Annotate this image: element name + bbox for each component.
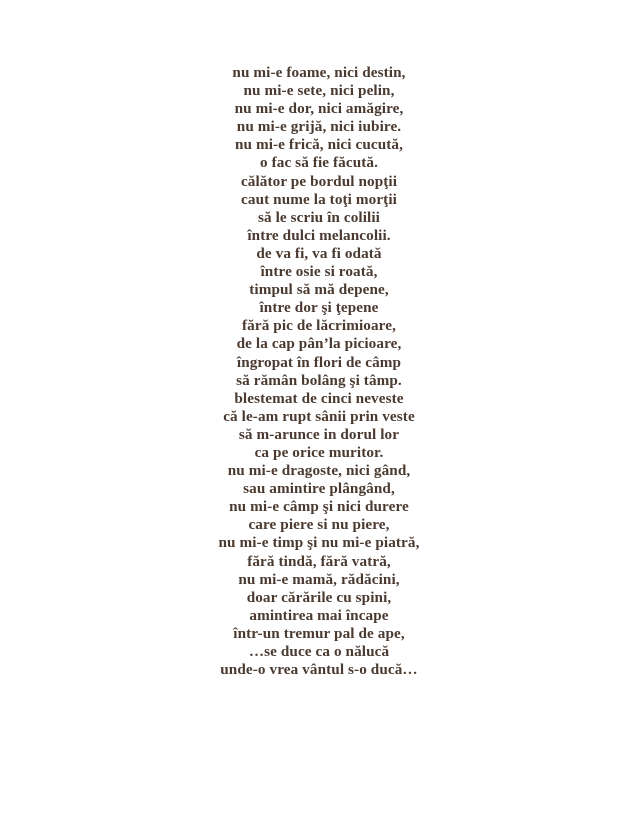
poem-line: nu mi-e grijă, nici iubire. bbox=[236, 118, 402, 136]
poem-line: ca pe orice muritor. bbox=[254, 443, 384, 461]
poem-line: nu mi-e foame, nici destin, bbox=[232, 64, 406, 81]
poem-line: că le-am rupt sânii prin veste bbox=[223, 407, 415, 425]
poem-line: nu mi-e mamă, rădăcini, bbox=[238, 570, 400, 588]
poem-line: unde-o vrea vântul s-o ducă… bbox=[220, 661, 418, 679]
poem-line: între dor şi ţepene bbox=[259, 299, 379, 317]
poem-line: să rămân bolâng şi tâmp. bbox=[236, 371, 402, 389]
poem-line: nu mi-e dragoste, nici gând, bbox=[227, 462, 411, 480]
poem-line: să m-arunce in dorul lor bbox=[238, 425, 400, 443]
poem-line: călător pe bordul nopţii bbox=[240, 172, 398, 190]
poem-line: care piere si nu piere, bbox=[248, 516, 390, 534]
poem-line: nu mi-e sete, nici pelin, bbox=[243, 82, 395, 100]
poem-line: blestemat de cinci neveste bbox=[234, 389, 404, 407]
poem-line: de va fi, va fi odată bbox=[256, 244, 382, 262]
poem-line: îngropat în flori de câmp bbox=[236, 353, 402, 371]
poem-line: într-un tremur pal de ape, bbox=[233, 624, 405, 642]
poem-line: doar cărările cu spini, bbox=[246, 588, 392, 606]
poem-line: nu mi-e dor, nici amăgire, bbox=[234, 100, 404, 118]
poem-line: amintirea mai încape bbox=[249, 606, 389, 624]
poem-line: o fac să fie făcută. bbox=[260, 154, 378, 172]
poem-text bbox=[0, 64, 638, 679]
poem-line: între osie si roată, bbox=[260, 263, 378, 281]
poem-line: caut nume la toţi morţii bbox=[241, 190, 397, 208]
poem-line: de la cap pân’la picioare, bbox=[236, 335, 402, 353]
poem-line: fără pic de lăcrimioare, bbox=[242, 317, 396, 335]
poem-line: între dulci melancolii. bbox=[247, 226, 391, 244]
poem-line: timpul să mă depene, bbox=[249, 281, 389, 299]
poem-line: să le scriu în colilii bbox=[257, 208, 380, 226]
poem-line: …se duce ca o nălucă bbox=[248, 643, 390, 660]
poem-line: nu mi-e timp şi nu mi-e piatră, bbox=[218, 534, 420, 552]
poem-line: nu mi-e frică, nici cucută, bbox=[234, 136, 404, 154]
poem-line: nu mi-e câmp şi nici durere bbox=[229, 498, 409, 516]
poem-line: fără tindă, fără vatră, bbox=[247, 552, 391, 570]
poem-line: sau amintire plângând, bbox=[243, 480, 395, 498]
